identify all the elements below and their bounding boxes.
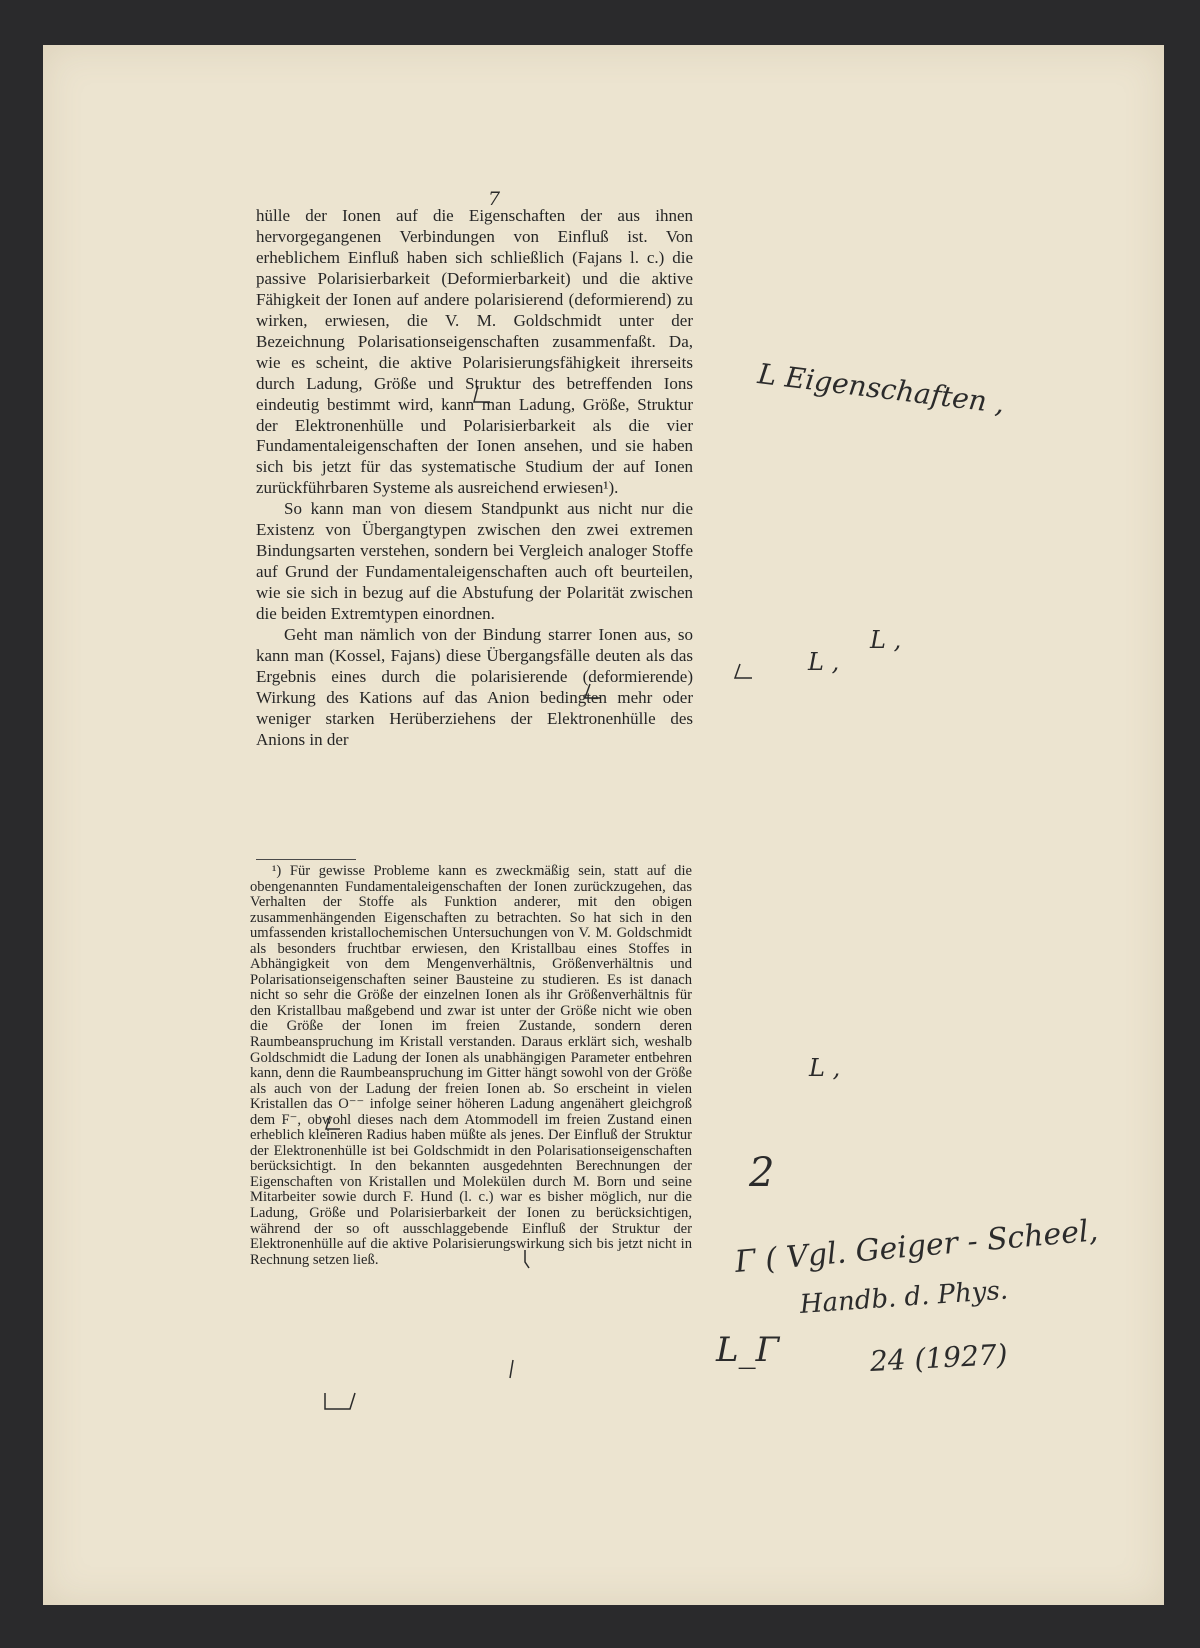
- insertion-mark-1: [474, 386, 490, 402]
- handwritten-handb: Handb. d. Phys.: [798, 1275, 1009, 1320]
- handwritten-mark-b: L ,: [808, 648, 840, 676]
- paragraph-3: Geht man nämlich von der Bindung starrer Ionen aus, so kann man (Kossel, Fajans) diese Übergangsfälle deuten als das Ergebnis eines durch die polarisierende (deformierende) Wirkung des Kations auf das Anion bedingten mehr oder weniger starken Herüberziehens der Elektronenhülle des Anions in der: [256, 625, 693, 749]
- paragraph-2: So kann man von diesem Standpunkt aus nicht nur die Existenz von Übergangtypen zwischen den zwei extremen Bindungsarten verstehen, sondern bei Vergleich analoger Stoffe auf Grund der Fundamentaleigenschaften auch oft beurteilen, wie sie sich in bezug auf die Abstufung der Polarität zwischen die beiden Extremtypen einordnen.: [256, 499, 693, 624]
- handwritten-mark-d: 2: [749, 1150, 775, 1196]
- insertion-mark-6: [510, 1360, 513, 1378]
- insertion-mark-3: [585, 684, 600, 698]
- insertion-mark-7: [325, 1393, 355, 1409]
- insertion-mark-4: [326, 1116, 340, 1129]
- handwritten-mark-a: L ,: [870, 626, 902, 654]
- handwritten-eigenschaften: L Eigenschaften ,: [755, 357, 1007, 421]
- handwritten-volume: 24 (1927): [869, 1337, 1009, 1378]
- handwritten-mark-c: L ,: [809, 1054, 841, 1082]
- insertion-mark-5: [525, 1250, 529, 1268]
- handwritten-bracket: L_Γ: [716, 1330, 780, 1370]
- handwritten-vgl: Γ ( Vgl. Geiger - Scheel,: [733, 1213, 1100, 1280]
- footnote-text: ¹) Für gewisse Probleme kann es zweckmäßig sein, statt auf die obengenannten Fundamentaleigenschaften der Ionen zurückzugehen, das Verhalten der Stoffe als Funktion anderer, mit den obigen zusammenhängenden Eigenschaften zu betrachten. So hat sich in den umfassenden kristallochemischen Untersuchungen von V. M. Goldschmidt als besonders fruchtbar erwiesen, den Kristallbau eines Stoffes in Abhängigkeit von dem Mengenverhältnis, Größenverhältnis und Polarisationseigenschaften seiner Bausteine zu studieren. Es ist danach nicht so sehr die Größe der einzelnen Ionen als ihr Größenverhältnis für den Kristallbau maßgebend und zwar ist unter der Größe nicht wie oben die Größe der Ionen im freien Zustande, sondern deren Raumbeanspruchung im Kristall verstanden. Daraus erklärt sich, weshalb Goldschmidt die Ladung der Ionen als unabhängigen Parameter entbehren kann, denn die Raumbeanspruchung im Gitter hängt sowohl von der Größe als auch von der Ladung der freien Ionen ab. So erscheint in vielen Kristallen das O⁻⁻ infolge seiner höheren Ladung angenähert gleichgroß dem F⁻, obwohl dieses nach dem Atommodell im freien Zustand einen erheblich kleineren Radius haben müßte als jenes. Der Einfluß der Struktur der Elektronenhülle ist bei Goldschmidt in den Polarisationseigenschaften berücksichtigt. In den bekannten ausgedehnten Berechnungen der Eigenschaften von Kristallen und Molekülen durch M. Born und seine Mitarbeiter sowie durch F. Hund (l. c.) war es bisher möglich, nur die Ladung, Größe und Polarisierbarkeit der Ionen zu berücksichtigen, während der so oft ausschlaggebende Einfluß der Struktur der Elektronenhülle auf die aktive Polarisierungswirkung sich bis jetzt nicht in Rechnung setzen ließ.: [250, 863, 692, 1268]
- paragraph-1: hülle der Ionen auf die Eigenschaften der aus ihnen hervorgegangenen Verbindungen von Einfluß ist. Von erheblichem Einfluß haben sich schließlich (Fajans l. c.) die passive Polarisierbarkeit (Deformierbarkeit) und die aktive Fähigkeit der Ionen auf andere polarisierend (deformierend) zu wirken, erwiesen, die V. M. Goldschmidt unter der Bezeichnung Polarisationseigenschaften zusammenfaßt. Da, wie es scheint, die aktive Polarisierungsfähigkeit ihrerseits durch Ladung, Größe und Struktur des betreffenden Ions eindeutig bestimmt wird, kann man Ladung, Größe, Struktur der Elektronenhülle und Polarisierbarkeit als die vier Fundamentaleigenschaften der Ionen ansehen, und sie haben sich bis jetzt für das systematische Studium der auf Ionen zurückführbaren Systeme als ausreichend erwiesen¹).: [256, 206, 693, 498]
- page-number: 7: [488, 188, 501, 210]
- insertion-mark-2: [735, 664, 752, 678]
